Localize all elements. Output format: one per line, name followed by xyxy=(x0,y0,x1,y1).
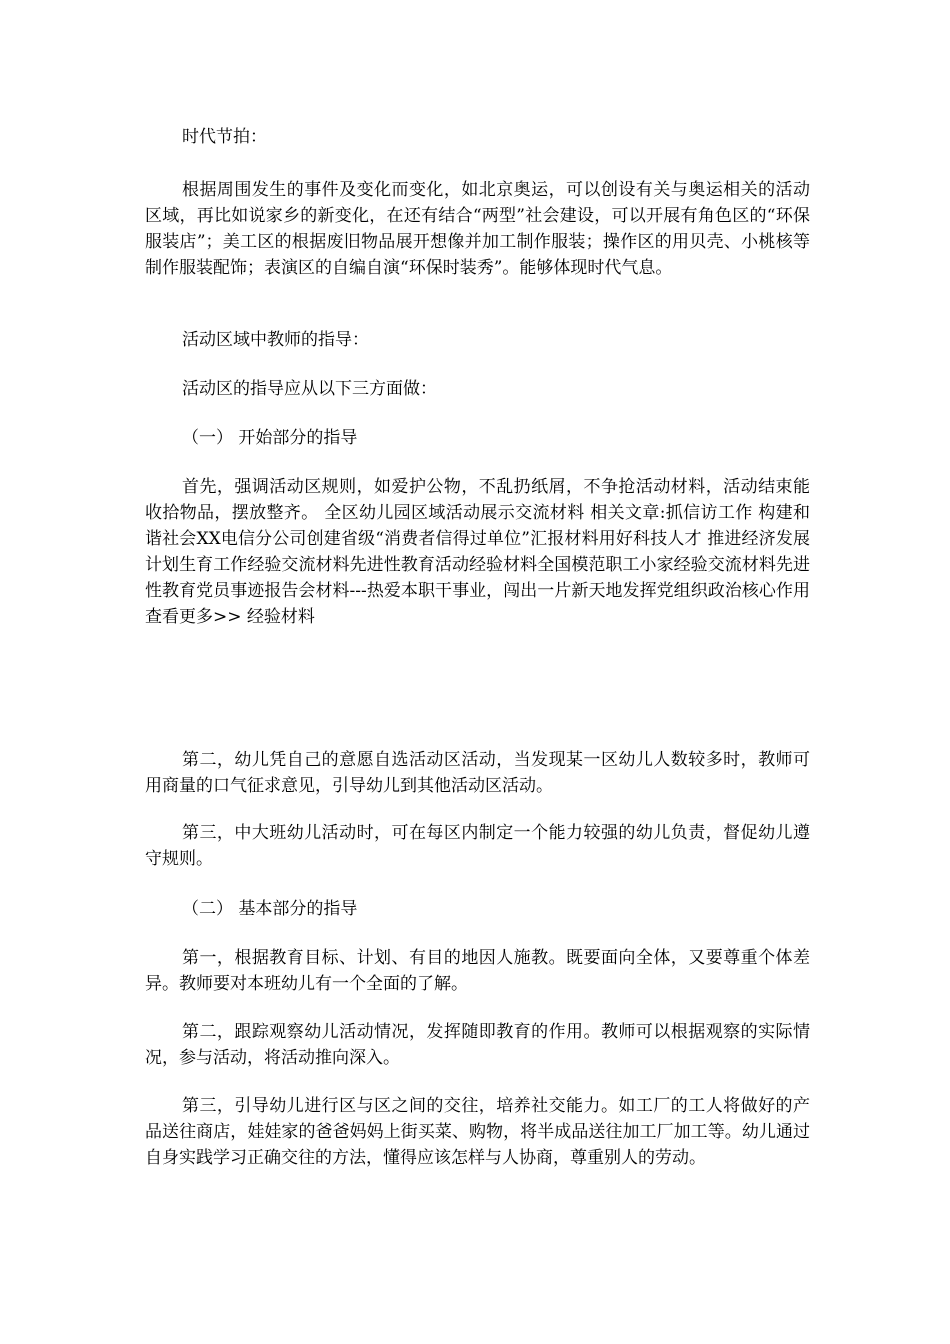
section-title-era-rhythm: 时代节拍： xyxy=(182,127,267,147)
paragraph-start-third: 第三，中大班幼儿活动时，可在每区内制定一个能力较强的幼儿负责，督促幼儿遵守规则。 xyxy=(145,823,810,869)
section-title-teacher-guidance: 活动区域中教师的指导： xyxy=(182,330,369,350)
paragraph-start-second: 第二，幼儿凭自己的意愿自选活动区活动，当发现某一区幼儿人数较多时，教师可用商量的口气征求意见，引导幼儿到其他活动区活动。 xyxy=(145,750,810,796)
subsection-title-start: （一） 开始部分的指导 xyxy=(182,428,358,448)
paragraph-basic-second: 第二，跟踪观察幼儿活动情况，发挥随即教育的作用。教师可以根据观察的实际情况，参与活动，将活动推向深入。 xyxy=(145,1022,810,1068)
paragraph-basic-first: 第一，根据教育目标、计划、有目的地因人施教。既要面向全体，又要尊重个体差异。教师要对本班幼儿有一个全面的了解。 xyxy=(145,948,810,994)
guidance-intro: 活动区的指导应从以下三方面做： xyxy=(182,379,437,399)
paragraph-basic-third: 第三，引导幼儿进行区与区之间的交往，培养社交能力。如工厂的工人将做好的产品送往商店，娃娃家的爸爸妈妈上街买菜、购物，将半成品送往加工厂加工等。幼儿通过自身实践学习正确交往的方法，懂得应该怎样与人协商，尊重别人的劳动。 xyxy=(145,1096,810,1168)
subsection-title-basic: （二） 基本部分的指导 xyxy=(182,899,358,919)
paragraph-era-rhythm: 根据周围发生的事件及变化而变化，如北京奥运，可以创设有关与奥运相关的活动区域，再比如说家乡的新变化，在还有结合“两型”社会建设，可以开展有角色区的“环保服装店”；美工区的根据废旧物品展开想像并加工制作服装；操作区的用贝壳、小桃核等制作服装配饰；表演区的自编自演“环保时装秀”。能够体现时代气息。 xyxy=(145,180,810,278)
paragraph-start-first: 首先，强调活动区规则，如爱护公物，不乱扔纸屑，不争抢活动材料，活动结束能收拾物品，摆放整齐。 全区幼儿园区域活动展示交流材料 相关文章:抓信访工作 构建和谐社会XX电信分公司创建省级“消费者信得过单位”汇报材料用好科技人才 推进经济发展计划生育工作经验交流材料先进性教育活动经验材料全国模范职工小家经验交流材料先进性教育党员事迹报告会材料---热爱本职干事业，闯出一片新天地发挥党组织政治核心作用查看更多>> 经验材料 xyxy=(145,477,810,627)
